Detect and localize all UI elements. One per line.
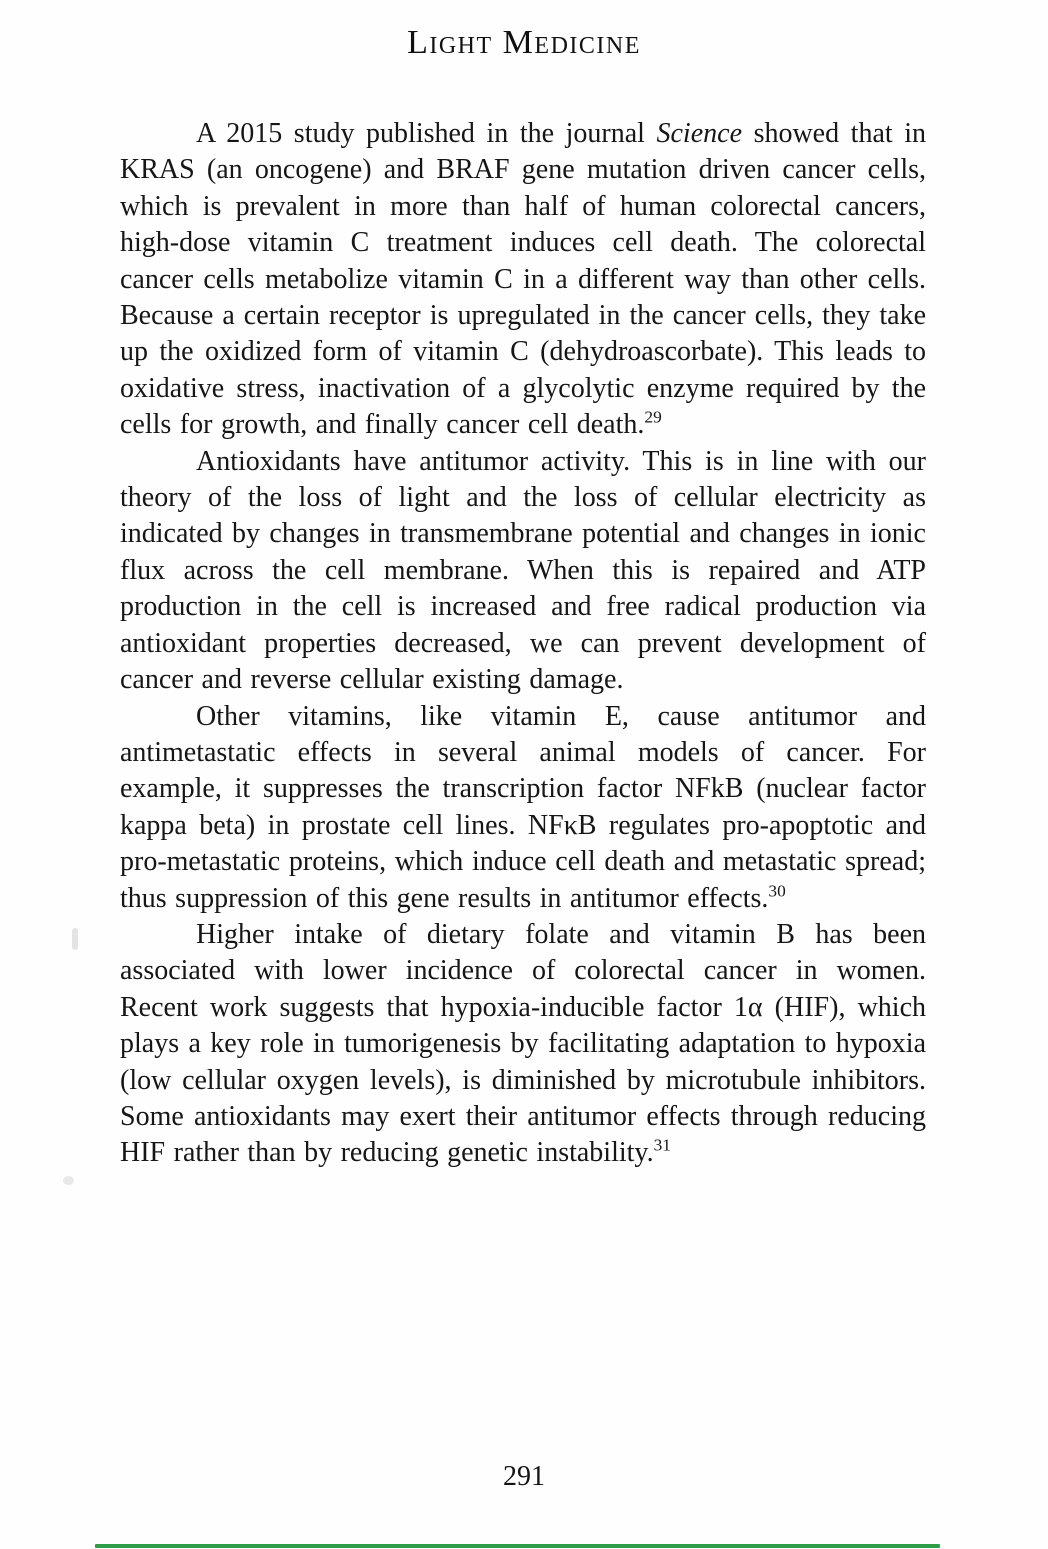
text-segment: showed that in KRAS (an oncogene) and BRAF gene mutation driven cancer cells, which is prevalent in more than half of human colorectal cancers, high-dose vitamin C treatment induces cell death. The colorectal cancer cells metabolize vitamin C in a different way than other cells. Because a certain receptor is upregulated in the cancer cells, they take up the oxidized form of vitamin C (dehydroascorbate). This leads to oxidative stress, inactivation of a glycolytic enzyme required by the cells for growth, and finally cancer cell death. — [120, 118, 927, 441]
scan-speck — [63, 1176, 74, 1185]
paragraph — [120, 444, 926, 699]
footnote-reference: 29 — [644, 407, 662, 427]
text-segment: Antioxidants have antitumor activity. This is in line with our theory of the loss of light and the loss of cellular electricity as indicated by changes in transmembrane potential and changes in ionic flux across the cell membrane. When this is repaired and ATP production in the cell is increased and free radical production via antioxidant properties decreased, we can prevent development of cancer and reverse cellular existing damage. — [120, 445, 926, 696]
footnote-reference: 30 — [768, 881, 786, 901]
body-text — [120, 116, 926, 1172]
scan-speck — [72, 928, 78, 950]
page-number: 291 — [503, 1461, 545, 1492]
paragraph — [120, 116, 926, 444]
text-segment: Higher intake of dietary folate and vitamin B has been associated with lower incidence of colorectal cancer in women. Recent work suggests that hypoxia-inducible factor 1α (HIF), which plays a key role in tumorigenesis by facilitating adaptation to hypoxia (low cellular oxygen levels), is diminished by microtubule inhibitors. Some antioxidants may exert their antitumor effects through reducing HIF rather than by reducing genetic instability. — [120, 918, 926, 1169]
paragraph — [120, 699, 926, 917]
paragraph — [120, 917, 926, 1172]
footnote-reference: 31 — [653, 1136, 671, 1156]
text-segment: A 2015 study published in the journal — [196, 118, 657, 149]
running-header: Light Medicine — [407, 24, 641, 61]
text-segment: Other vitamins, like vitamin E, cause antitumor and antimetastatic effects in several animal models of cancer. For example, it suppresses the transcription factor NFkB (nuclear factor kappa beta) in prostate cell lines. NFκB regulates pro-apoptotic and pro-metastatic proteins, which induce cell death and metastatic spread; thus suppression of this gene results in antitumor effects. — [120, 700, 926, 914]
text-segment: Science — [656, 118, 742, 149]
scan-artifact-green-bar — [95, 1544, 940, 1548]
